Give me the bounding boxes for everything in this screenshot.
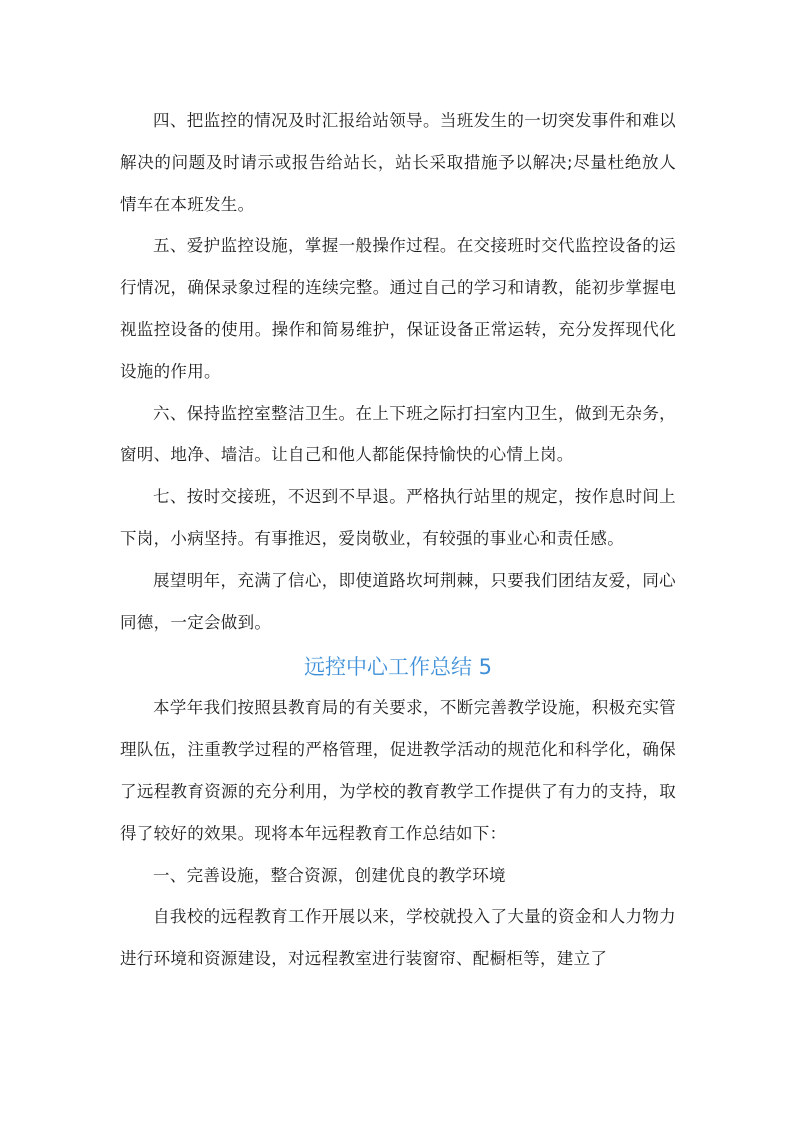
paragraph-item-7: 七、按时交接班，不迟到不早退。严格执行站里的规定，按作息时间上下岗，小病坚持。有事推迟，爱岗敬业，有较强的事业心和责任感。 (120, 487, 676, 548)
paragraph-item-6: 六、保持监控室整洁卫生。在上下班之际打扫室内卫生，做到无杂务，窗明、地净、墙洁。让自己和他人都能保持愉快的心情上岗。 (120, 403, 676, 465)
paragraph-intro: 本学年我们按照县教育局的有关要求，不断完善教学设施，积极充实管理队伍，注重教学过程的严格管理，促进教学活动的规范化和科学化，确保了远程教育资源的充分利用，为学校的教育教学工作提供了有力的支持，取得了较好的效果。现将本年远程教育工作总结如下： (120, 698, 676, 843)
paragraph-item-5: 五、爱护监控设施，掌握一般操作过程。在交接班时交代监控设备的运行情况，确保录象过程的连续完整。通过自己的学习和请教，能初步掌握电视监控设备的使用。操作和简易维护，保证设备正常运转，充分发挥现代化设施的作用。 (120, 236, 676, 381)
paragraph-facilities: 自我校的远程教育工作开展以来，学校就投入了大量的资金和人力物力进行环境和资源建设，对远程教室进行装窗帘、配橱柜等，建立了 (120, 907, 676, 969)
section-title: 远控中心工作总结 5 (303, 655, 493, 680)
paragraph-subheading-1: 一、完善设施，整合资源，创建优良的教学环境 (153, 865, 506, 885)
paragraph-item-4: 四、把监控的情况及时汇报给站领导。当班发生的一切突发事件和难以解决的问题及时请示或报告给站长，站长采取措施予以解决;尽量杜绝放人情车在本班发生。 (120, 111, 676, 214)
document-page (120, 100, 676, 980)
paragraph-outlook: 展望明年，充满了信心，即使道路坎坷荆棘，只要我们团结友爱，同心同德，一定会做到。 (120, 570, 676, 632)
